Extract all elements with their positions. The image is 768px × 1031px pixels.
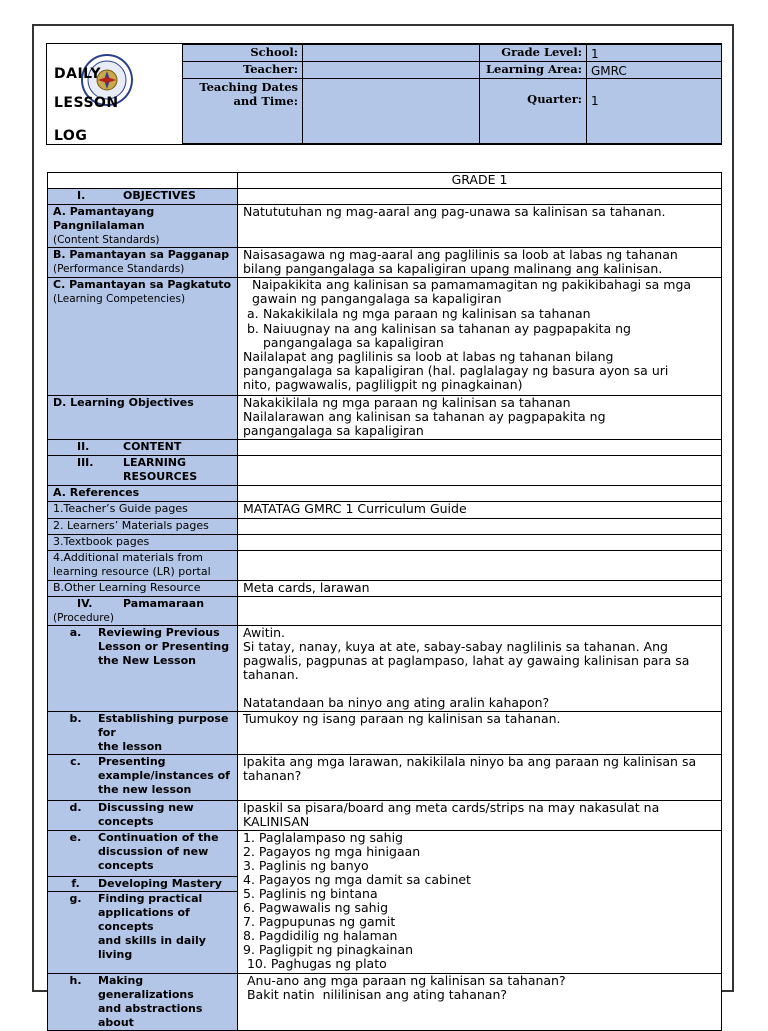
lr-portal-label-line2: learning resource (LR) portal bbox=[53, 565, 211, 578]
content-value bbox=[238, 440, 722, 456]
performance-standards-sub: (Performance Standards) bbox=[53, 263, 185, 275]
activity-item-3: 3. Paglinis ng banyo bbox=[243, 858, 369, 873]
procedure-d-marker: d. bbox=[69, 801, 82, 814]
learners-materials-value bbox=[238, 519, 722, 535]
resources-num: III. bbox=[77, 456, 94, 469]
content-standards-value: Natututuhan ng mag-aaral ang pag-unawa sa kalinisan sa tahanan. bbox=[238, 205, 722, 248]
competencies-row bbox=[48, 278, 722, 396]
procedure-d-line2: KALINISAN bbox=[243, 814, 310, 829]
procedure-f-marker: f. bbox=[71, 877, 80, 890]
other-resource-row bbox=[48, 581, 722, 597]
grade-heading: GRADE 1 bbox=[238, 173, 722, 189]
procedure-value bbox=[238, 597, 722, 626]
procedure-h-label-line1: Making generalizations bbox=[98, 974, 194, 1001]
content-row bbox=[48, 440, 722, 456]
procedure-activities-list bbox=[238, 831, 722, 974]
textbook-label: 3.Textbook pages bbox=[48, 535, 238, 551]
procedure-b-label-line2: the lesson bbox=[98, 740, 163, 753]
content-standards-row bbox=[48, 205, 722, 248]
teacher-field[interactable] bbox=[303, 62, 480, 79]
procedure-row bbox=[48, 597, 722, 626]
procedure-c-line2: tahanan? bbox=[243, 768, 302, 783]
school-label: School: bbox=[183, 45, 303, 62]
resources-heading-line1: LEARNING bbox=[123, 456, 187, 469]
dll-header bbox=[46, 43, 722, 145]
learners-materials-row bbox=[48, 519, 722, 535]
procedure-a-label-line2: Lesson or Presenting bbox=[98, 640, 230, 653]
competency-a-marker: a. bbox=[247, 306, 259, 321]
learning-area-label: Learning Area: bbox=[480, 62, 587, 79]
procedure-h-line2: Bakit natin nililinisan ang ating tahanan? bbox=[243, 987, 508, 1002]
learning-objectives-row bbox=[48, 396, 722, 440]
procedure-e-label-line3: concepts bbox=[98, 859, 154, 872]
procedure-a-line4: tahanan. bbox=[243, 667, 299, 682]
procedure-h-row bbox=[48, 974, 722, 1031]
procedure-e-marker: e. bbox=[69, 831, 82, 844]
procedure-sub: (Procedure) bbox=[53, 612, 114, 624]
competency-item-b bbox=[243, 322, 716, 336]
content-num: II. bbox=[77, 440, 90, 453]
content-heading: CONTENT bbox=[123, 440, 182, 453]
objectives-row bbox=[48, 189, 722, 205]
references-row bbox=[48, 486, 722, 502]
competencies-apply-line3: nito, pagwawalis, pagliligpit ng pinagkainan) bbox=[243, 377, 523, 392]
competency-b-text-line2: pangangalaga sa kapaligiran bbox=[263, 335, 444, 350]
grade-row bbox=[48, 173, 722, 189]
lr-portal-row bbox=[48, 551, 722, 581]
procedure-heading: Pamamaraan bbox=[123, 597, 205, 610]
procedure-a-line5: Natatandaan ba ninyo ang ating aralin kahapon? bbox=[243, 695, 550, 710]
teaching-dates-field[interactable] bbox=[303, 79, 480, 144]
competencies-title: C. Pamantayan sa Pagkatuto bbox=[53, 278, 232, 291]
learning-objectives-title: D. Learning Objectives bbox=[53, 396, 194, 409]
competencies-intro-line1: Naipakikita ang kalinisan sa pamamamagitan ng pakikibahagi sa mga bbox=[252, 277, 692, 292]
procedure-a-label-line3: the New Lesson bbox=[98, 654, 196, 667]
lr-portal-label-line1: 4.Additional materials from bbox=[53, 551, 203, 564]
procedure-b-marker: b. bbox=[69, 712, 82, 725]
procedure-c-label-line2: example/instances of bbox=[98, 769, 230, 782]
teacher-label: Teacher: bbox=[183, 62, 303, 79]
competency-a-text: Nakakikilala ng mga paraan ng kalinisan sa tahanan bbox=[263, 306, 591, 321]
procedure-e-row bbox=[48, 831, 722, 877]
school-field[interactable] bbox=[303, 45, 480, 62]
grade-row-blank bbox=[48, 173, 238, 189]
procedure-e-label-line1: Continuation of the bbox=[98, 831, 219, 844]
content-standards-title: A. Pamantayang Pangnilalaman bbox=[53, 205, 155, 232]
competencies-sub: (Learning Competencies) bbox=[53, 293, 186, 305]
objectives-num: I. bbox=[77, 189, 86, 202]
performance-standards-row bbox=[48, 248, 722, 278]
activity-item-10: 10. Paghugas ng plato bbox=[243, 956, 387, 971]
procedure-d-label-line1: Discussing new bbox=[98, 801, 194, 814]
activity-item-6: 6. Pagwawalis ng sahig bbox=[243, 900, 389, 915]
references-value bbox=[238, 486, 722, 502]
learning-objectives-line3: pangangalaga sa kapaligiran bbox=[243, 423, 424, 438]
teachers-guide-row bbox=[48, 502, 722, 519]
title-line-lesson: LESSON bbox=[54, 95, 119, 111]
procedure-a-line3: pagwalis, pagpunas at paglampaso, lahat ay gawaing kalinisan para sa bbox=[243, 653, 690, 668]
lesson-log-table bbox=[47, 172, 722, 1031]
competency-b-marker: b. bbox=[247, 321, 259, 336]
competencies-apply-line1: Nailalapat ang paglilinis sa loob at labas ng tahanan bilang bbox=[243, 349, 614, 364]
teaching-dates-label-line2: and Time: bbox=[233, 94, 298, 109]
procedure-a-line1: Awitin. bbox=[243, 625, 286, 640]
title-line-log: LOG bbox=[54, 128, 88, 144]
procedure-g-marker: g. bbox=[69, 892, 82, 905]
procedure-g-label-line2: applications of concepts bbox=[98, 906, 190, 933]
textbook-value bbox=[238, 535, 722, 551]
objectives-value bbox=[238, 189, 722, 205]
procedure-num: IV. bbox=[77, 597, 93, 610]
procedure-h-marker: h. bbox=[69, 974, 82, 987]
procedure-b-label-line1: Establishing purpose for bbox=[98, 712, 229, 739]
activity-item-7: 7. Pagpupunas ng gamit bbox=[243, 914, 396, 929]
learning-objectives-line1: Nakakikilala ng mga paraan ng kalinisan sa tahanan bbox=[243, 395, 571, 410]
procedure-d-line1: Ipaskil sa pisara/board ang meta cards/strips na may nakasulat na bbox=[243, 800, 660, 815]
procedure-b-value: Tumukoy ng isang paraan ng kalinisan sa tahanan. bbox=[238, 712, 722, 755]
activity-item-2: 2. Pagayos ng mga hinigaan bbox=[243, 844, 421, 859]
learning-objectives-line2: Nailalarawan ang kalinisan sa tahanan ay pagpapakita ng bbox=[243, 409, 606, 424]
learning-area-field[interactable]: GMRC bbox=[587, 62, 722, 79]
references-title: A. References bbox=[53, 486, 140, 499]
lr-portal-value bbox=[238, 551, 722, 581]
other-resource-label: B.Other Learning Resource bbox=[48, 581, 238, 597]
procedure-c-marker: c. bbox=[70, 755, 81, 768]
teachers-guide-label: 1.Teacher’s Guide pages bbox=[48, 502, 238, 519]
procedure-h-line1: Anu-ano ang mga paraan ng kalinisan sa tahanan? bbox=[243, 973, 566, 988]
procedure-h-label-line2: and abstractions about bbox=[98, 1002, 203, 1029]
learning-resources-row bbox=[48, 456, 722, 486]
learning-resources-value bbox=[238, 456, 722, 486]
grade-level-label: Grade Level: bbox=[480, 45, 587, 62]
competency-b-text-line1: Naiuugnay na ang kalinisan sa tahanan ay pagpapakita ng bbox=[263, 321, 631, 336]
procedure-d-row bbox=[48, 801, 722, 831]
content-standards-sub: (Content Standards) bbox=[53, 234, 160, 246]
procedure-g-label-line1: Finding practical bbox=[98, 892, 203, 905]
dll-title-block bbox=[47, 44, 182, 144]
header-info-table bbox=[182, 44, 722, 144]
teaching-dates-label bbox=[183, 79, 303, 144]
other-resource-value: Meta cards, larawan bbox=[238, 581, 722, 597]
performance-standards-title: B. Pamantayan sa Pagganap bbox=[53, 248, 230, 261]
procedure-c-line1: Ipakita ang mga larawan, nakikilala ninyo ba ang paraan ng kalinisan sa bbox=[243, 754, 697, 769]
teaching-dates-label-line1: Teaching Dates bbox=[199, 80, 298, 95]
quarter-label: Quarter: bbox=[480, 79, 587, 144]
procedure-a-line2: Si tatay, nanay, kuya at ate, sabay-sabay naglilinis sa tahanan. Ang bbox=[243, 639, 668, 654]
procedure-d-label-line2: concepts bbox=[98, 815, 154, 828]
activity-item-4: 4. Pagayos ng mga damit sa cabinet bbox=[243, 872, 471, 887]
grade-level-field[interactable]: 1 bbox=[587, 45, 722, 62]
activity-item-8: 8. Pagdidilig ng halaman bbox=[243, 928, 398, 943]
quarter-field[interactable]: 1 bbox=[587, 79, 722, 144]
resources-heading-line2: RESOURCES bbox=[123, 470, 198, 483]
activity-item-1: 1. Paglalampaso ng sahig bbox=[243, 830, 403, 845]
procedure-f-label: Developing Mastery bbox=[98, 877, 222, 890]
title-line-daily: DAILY bbox=[54, 66, 102, 82]
performance-standards-line1: Naisasagawa ng mag-aaral ang paglilinis sa loob at labas ng tahanan bbox=[243, 247, 678, 262]
procedure-a-label-line1: Reviewing Previous bbox=[98, 626, 220, 639]
procedure-a-marker: a. bbox=[69, 626, 82, 639]
procedure-g-label-line3: and skills in daily living bbox=[98, 934, 206, 961]
textbook-row bbox=[48, 535, 722, 551]
procedure-e-label-line2: discussion of new bbox=[98, 845, 209, 858]
objectives-heading: OBJECTIVES bbox=[123, 189, 196, 202]
procedure-a-row bbox=[48, 626, 722, 712]
competencies-apply-line2: pangangalaga sa kapaligiran (hal. paglalagay ng basura ayon sa uri bbox=[243, 363, 669, 378]
activity-item-9: 9. Pagligpit ng pinagkainan bbox=[243, 942, 414, 957]
activity-item-5: 5. Paglinis ng bintana bbox=[243, 886, 378, 901]
performance-standards-line2: bilang pangangalaga sa kapaligiran upang malinang ang kalinisan. bbox=[243, 261, 663, 276]
procedure-b-row bbox=[48, 712, 722, 755]
competency-item-a bbox=[243, 307, 716, 321]
procedure-c-label-line3: the new lesson bbox=[98, 783, 192, 796]
procedure-c-row bbox=[48, 755, 722, 801]
competencies-intro-line2: gawain ng pangangalaga sa kapaligiran bbox=[252, 291, 502, 306]
procedure-c-label-line1: Presenting bbox=[98, 755, 166, 768]
learners-materials-label: 2. Learners’ Materials pages bbox=[48, 519, 238, 535]
teachers-guide-value: MATATAG GMRC 1 Curriculum Guide bbox=[238, 502, 722, 519]
